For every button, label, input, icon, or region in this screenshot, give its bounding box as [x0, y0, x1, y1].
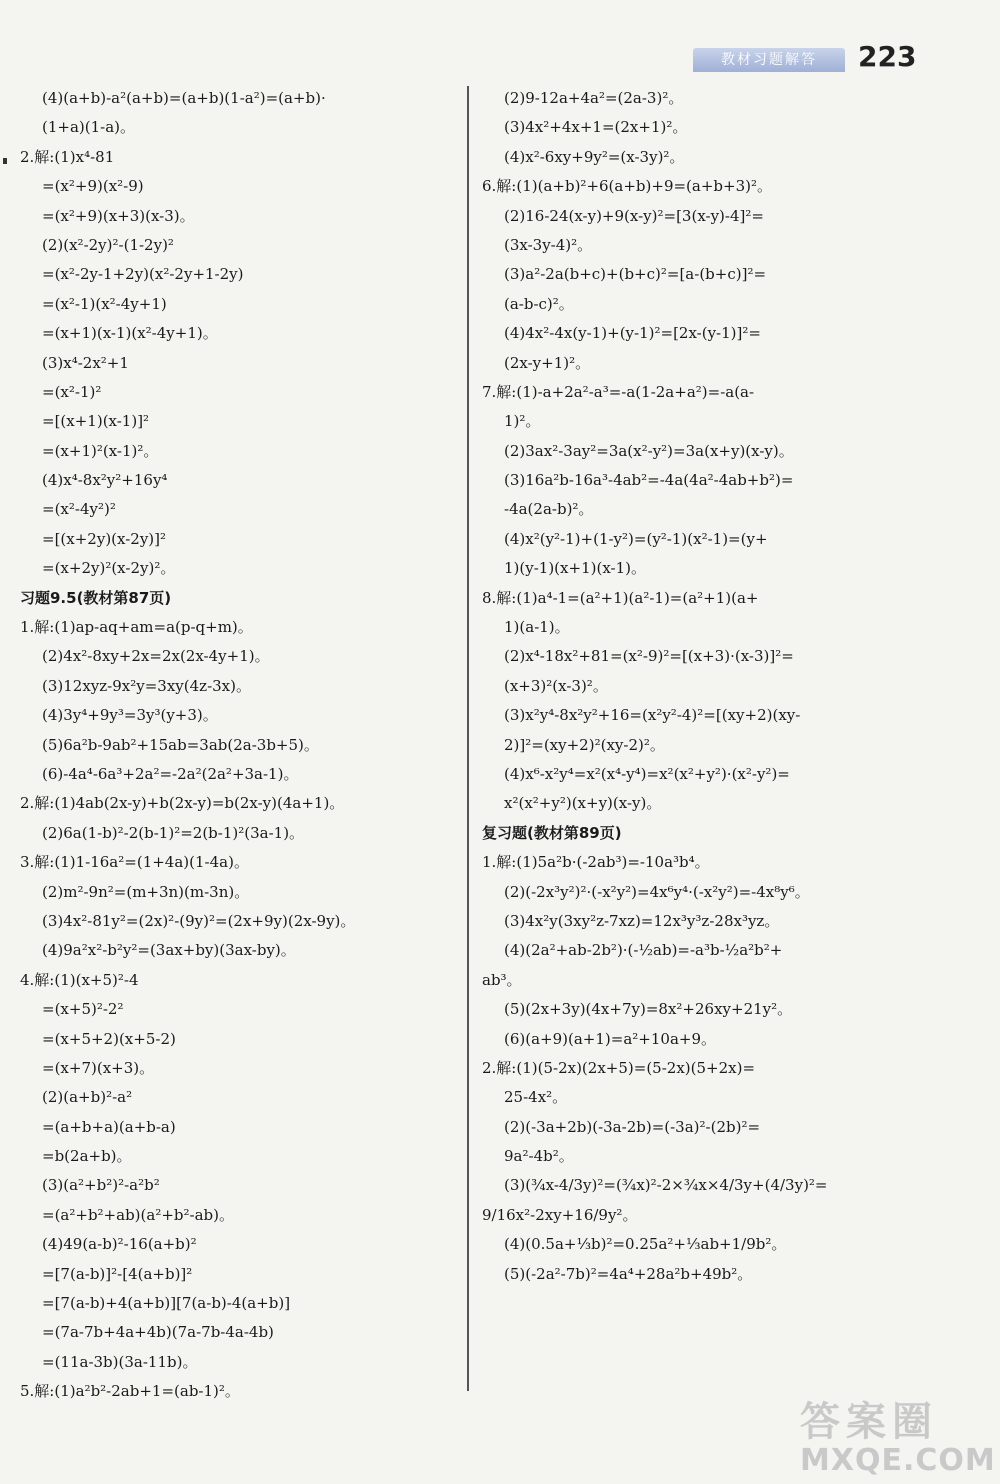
answer-line: 1.解:(1)ap-aq+am=a(p-q+m)。 — [20, 618, 253, 637]
answer-line: (4)49(a-b)²-16(a+b)² — [42, 1235, 197, 1254]
answer-line: (2)(x²-2y)²-(1-2y)² — [42, 235, 174, 254]
right-column — [482, 84, 922, 1289]
answer-line: =(x²-4y²)² — [42, 500, 116, 519]
answer-line: (2)(-2x³y²)²·(-x²y²)=4x⁶y⁴·(-x²y²)=-4x⁸y⁶。 — [504, 882, 810, 901]
answer-line: (3)12xyz-9x²y=3xy(4z-3x)。 — [42, 676, 251, 695]
section-heading: 复习题(教材第89页) — [482, 823, 622, 842]
watermark-logo: 答案圈 — [800, 1399, 938, 1445]
answer-line: =(x+5+2)(x+5-2) — [42, 1029, 176, 1048]
answer-line: (2)16-24(x-y)+9(x-y)²=[3(x-y)-4]²= — [504, 206, 764, 225]
answer-line: (3)4x²-81y²=(2x)²-(9y)²=(2x+9y)(2x-9y)。 — [42, 911, 356, 930]
margin-mark — [3, 158, 7, 164]
answer-line: (3)a²-2a(b+c)+(b+c)²=[a-(b+c)]²= — [504, 265, 767, 284]
answer-line: (3)x⁴-2x²+1 — [42, 353, 129, 372]
answer-line: (x+3)²(x-3)²。 — [504, 676, 608, 695]
answer-line: =(x²-1)(x²-4y+1) — [42, 294, 167, 313]
answer-line: =(7a-7b+4a+4b)(7a-7b-4a-4b) — [42, 1323, 274, 1342]
answer-line: (4)3y⁴+9y³=3y³(y+3)。 — [42, 706, 218, 725]
answer-line: 3.解:(1)1-16a²=(1+4a)(1-4a)。 — [20, 853, 249, 872]
answer-line: (4)9a²x²-b²y²=(3ax+by)(3ax-by)。 — [42, 941, 296, 960]
answer-line: 4.解:(1)(x+5)²-4 — [20, 970, 139, 989]
watermark-url: MXQE.COM — [800, 1443, 996, 1478]
answer-line: (3)16a²b-16a³-4ab²=-4a(4a²-4ab+b²)= — [504, 471, 794, 490]
answer-line: 2.解:(1)4ab(2x-y)+b(2x-y)=b(2x-y)(4a+1)。 — [20, 794, 345, 813]
answer-line: =(x²-1)² — [42, 382, 102, 401]
answer-line: x²(x²+y²)(x+y)(x-y)。 — [504, 794, 662, 813]
answer-line: 2)]²=(xy+2)²(xy-2)²。 — [504, 735, 665, 754]
answer-line: 5.解:(1)a²b²-2ab+1=(ab-1)²。 — [20, 1382, 240, 1401]
left-column — [20, 84, 460, 1407]
answer-line: (6)(a+9)(a+1)=a²+10a+9。 — [504, 1029, 716, 1048]
answer-line: 6.解:(1)(a+b)²+6(a+b)+9=(a+b+3)²。 — [482, 177, 772, 196]
answer-line: (4)(2a²+ab-2b²)·(-½ab)=-a³b-½a²b²+ — [504, 941, 783, 960]
answer-line: =(x+1)(x-1)(x²-4y+1)。 — [42, 324, 218, 343]
answer-line: (2x-y+1)²。 — [504, 353, 591, 372]
answer-line: =[7(a-b)]²-[4(a+b)]² — [42, 1264, 193, 1283]
page-number: 223 — [858, 40, 917, 73]
answer-line: 9/16x²-2xy+16/9y²。 — [482, 1205, 638, 1224]
chapter-tab: 教材习题解答 — [693, 48, 845, 72]
answer-line: (2)x⁴-18x²+81=(x²-9)²=[(x+3)·(x-3)]²= — [504, 647, 794, 666]
answer-line: 8.解:(1)a⁴-1=(a²+1)(a²-1)=(a²+1)(a+ — [482, 588, 759, 607]
answer-line: =(a+b+a)(a+b-a) — [42, 1117, 176, 1136]
answer-line: =[(x+2y)(x-2y)]² — [42, 529, 167, 548]
answer-line: =(x²+9)(x²-9) — [42, 177, 144, 196]
answer-line: 7.解:(1)-a+2a²-a³=-a(1-2a+a²)=-a(a- — [482, 382, 755, 401]
answer-line: (2)6a(1-b)²-2(b-1)²=2(b-1)²(3a-1)。 — [42, 823, 305, 842]
answer-line: (4)(a+b)-a²(a+b)=(a+b)(1-a²)=(a+b)· — [42, 89, 326, 107]
answer-line: (a-b-c)²。 — [504, 294, 574, 313]
answer-line: (2)4x²-8xy+2x=2x(2x-4y+1)。 — [42, 647, 270, 666]
answer-line: =[(x+1)(x-1)]² — [42, 412, 150, 431]
answer-line: (3)(¾x-4/3y)²=(¾x)²-2×¾x×4/3y+(4/3y)²= — [504, 1176, 828, 1195]
section-heading: 习题9.5(教材第87页) — [20, 588, 172, 607]
answer-line: =(x²-2y-1+2y)(x²-2y+1-2y) — [42, 265, 244, 284]
answer-line: =(x+5)²-2² — [42, 1000, 124, 1019]
answer-line: =(x+7)(x+3)。 — [42, 1058, 155, 1077]
answer-line: (3)(a²+b²)²-a²b² — [42, 1176, 160, 1195]
answer-line: (4)(0.5a+⅓b)²=0.25a²+⅓ab+1/9b²。 — [504, 1235, 787, 1254]
answer-line: (5)(2x+3y)(4x+7y)=8x²+26xy+21y²。 — [504, 1000, 793, 1019]
answer-line: 2.解:(1)(5-2x)(2x+5)=(5-2x)(5+2x)= — [482, 1058, 756, 1077]
answer-line: (2)(-3a+2b)(-3a-2b)=(-3a)²-(2b)²= — [504, 1117, 761, 1136]
answer-line: 1)(y-1)(x+1)(x-1)。 — [504, 559, 646, 578]
answer-line: (6)-4a⁴-6a³+2a²=-2a²(2a²+3a-1)。 — [42, 764, 299, 783]
answer-line: 1)²。 — [504, 412, 541, 431]
answer-line: =(x+2y)²(x-2y)²。 — [42, 559, 176, 578]
answer-line: (5)(-2a²-7b)²=4a⁴+28a²b+49b²。 — [504, 1264, 753, 1283]
answer-line: (4)x²(y²-1)+(1-y²)=(y²-1)(x²-1)=(y+ — [504, 529, 768, 548]
answer-line: 25-4x²。 — [504, 1088, 568, 1107]
watermark — [800, 1390, 996, 1478]
answer-line: =(a²+b²+ab)(a²+b²-ab)。 — [42, 1205, 234, 1224]
answer-line: 1.解:(1)5a²b·(-2ab³)=-10a³b⁴。 — [482, 853, 710, 872]
answer-line: (3)4x²+4x+1=(2x+1)²。 — [504, 118, 688, 137]
answer-line: 1)(a-1)。 — [504, 618, 570, 637]
answer-line: -4a(2a-b)²。 — [504, 500, 594, 519]
answer-line: (2)m²-9n²=(m+3n)(m-3n)。 — [42, 882, 250, 901]
answer-line: =(x+1)²(x-1)²。 — [42, 441, 159, 460]
answer-line: (2)9-12a+4a²=(2a-3)²。 — [504, 89, 684, 107]
column-divider — [467, 86, 469, 1391]
answer-line: 2.解:(1)x⁴-81 — [20, 147, 115, 166]
answer-line: (4)x⁴-8x²y²+16y⁴ — [42, 471, 168, 490]
answer-line: =(11a-3b)(3a-11b)。 — [42, 1352, 198, 1371]
answer-line: ab³。 — [482, 970, 522, 989]
answer-line: (4)x⁶-x²y⁴=x²(x⁴-y⁴)=x²(x²+y²)·(x²-y²)= — [504, 764, 790, 783]
answer-line: (5)6a²b-9ab²+15ab=3ab(2a-3b+5)。 — [42, 735, 319, 754]
answer-line: =b(2a+b)。 — [42, 1147, 132, 1166]
answer-line: (1+a)(1-a)。 — [42, 118, 136, 137]
answer-line: (2)3ax²-3ay²=3a(x²-y²)=3a(x+y)(x-y)。 — [504, 441, 794, 460]
answer-line: (4)x²-6xy+9y²=(x-3y)²。 — [504, 147, 685, 166]
answer-line: (4)4x²-4x(y-1)+(y-1)²=[2x-(y-1)]²= — [504, 324, 761, 343]
answer-line: =(x²+9)(x+3)(x-3)。 — [42, 206, 195, 225]
answer-line: (3)x²y⁴-8x²y²+16=(x²y²-4)²=[(xy+2)(xy- — [504, 706, 801, 725]
answer-line: (2)(a+b)²-a² — [42, 1088, 133, 1107]
answer-line: =[7(a-b)+4(a+b)][7(a-b)-4(a+b)] — [42, 1294, 291, 1313]
answer-line: 9a²-4b²。 — [504, 1147, 574, 1166]
answer-line: (3x-3y-4)²。 — [504, 235, 593, 254]
answer-line: (3)4x²y(3xy²z-7xz)=12x³y³z-28x³yz。 — [504, 911, 780, 930]
